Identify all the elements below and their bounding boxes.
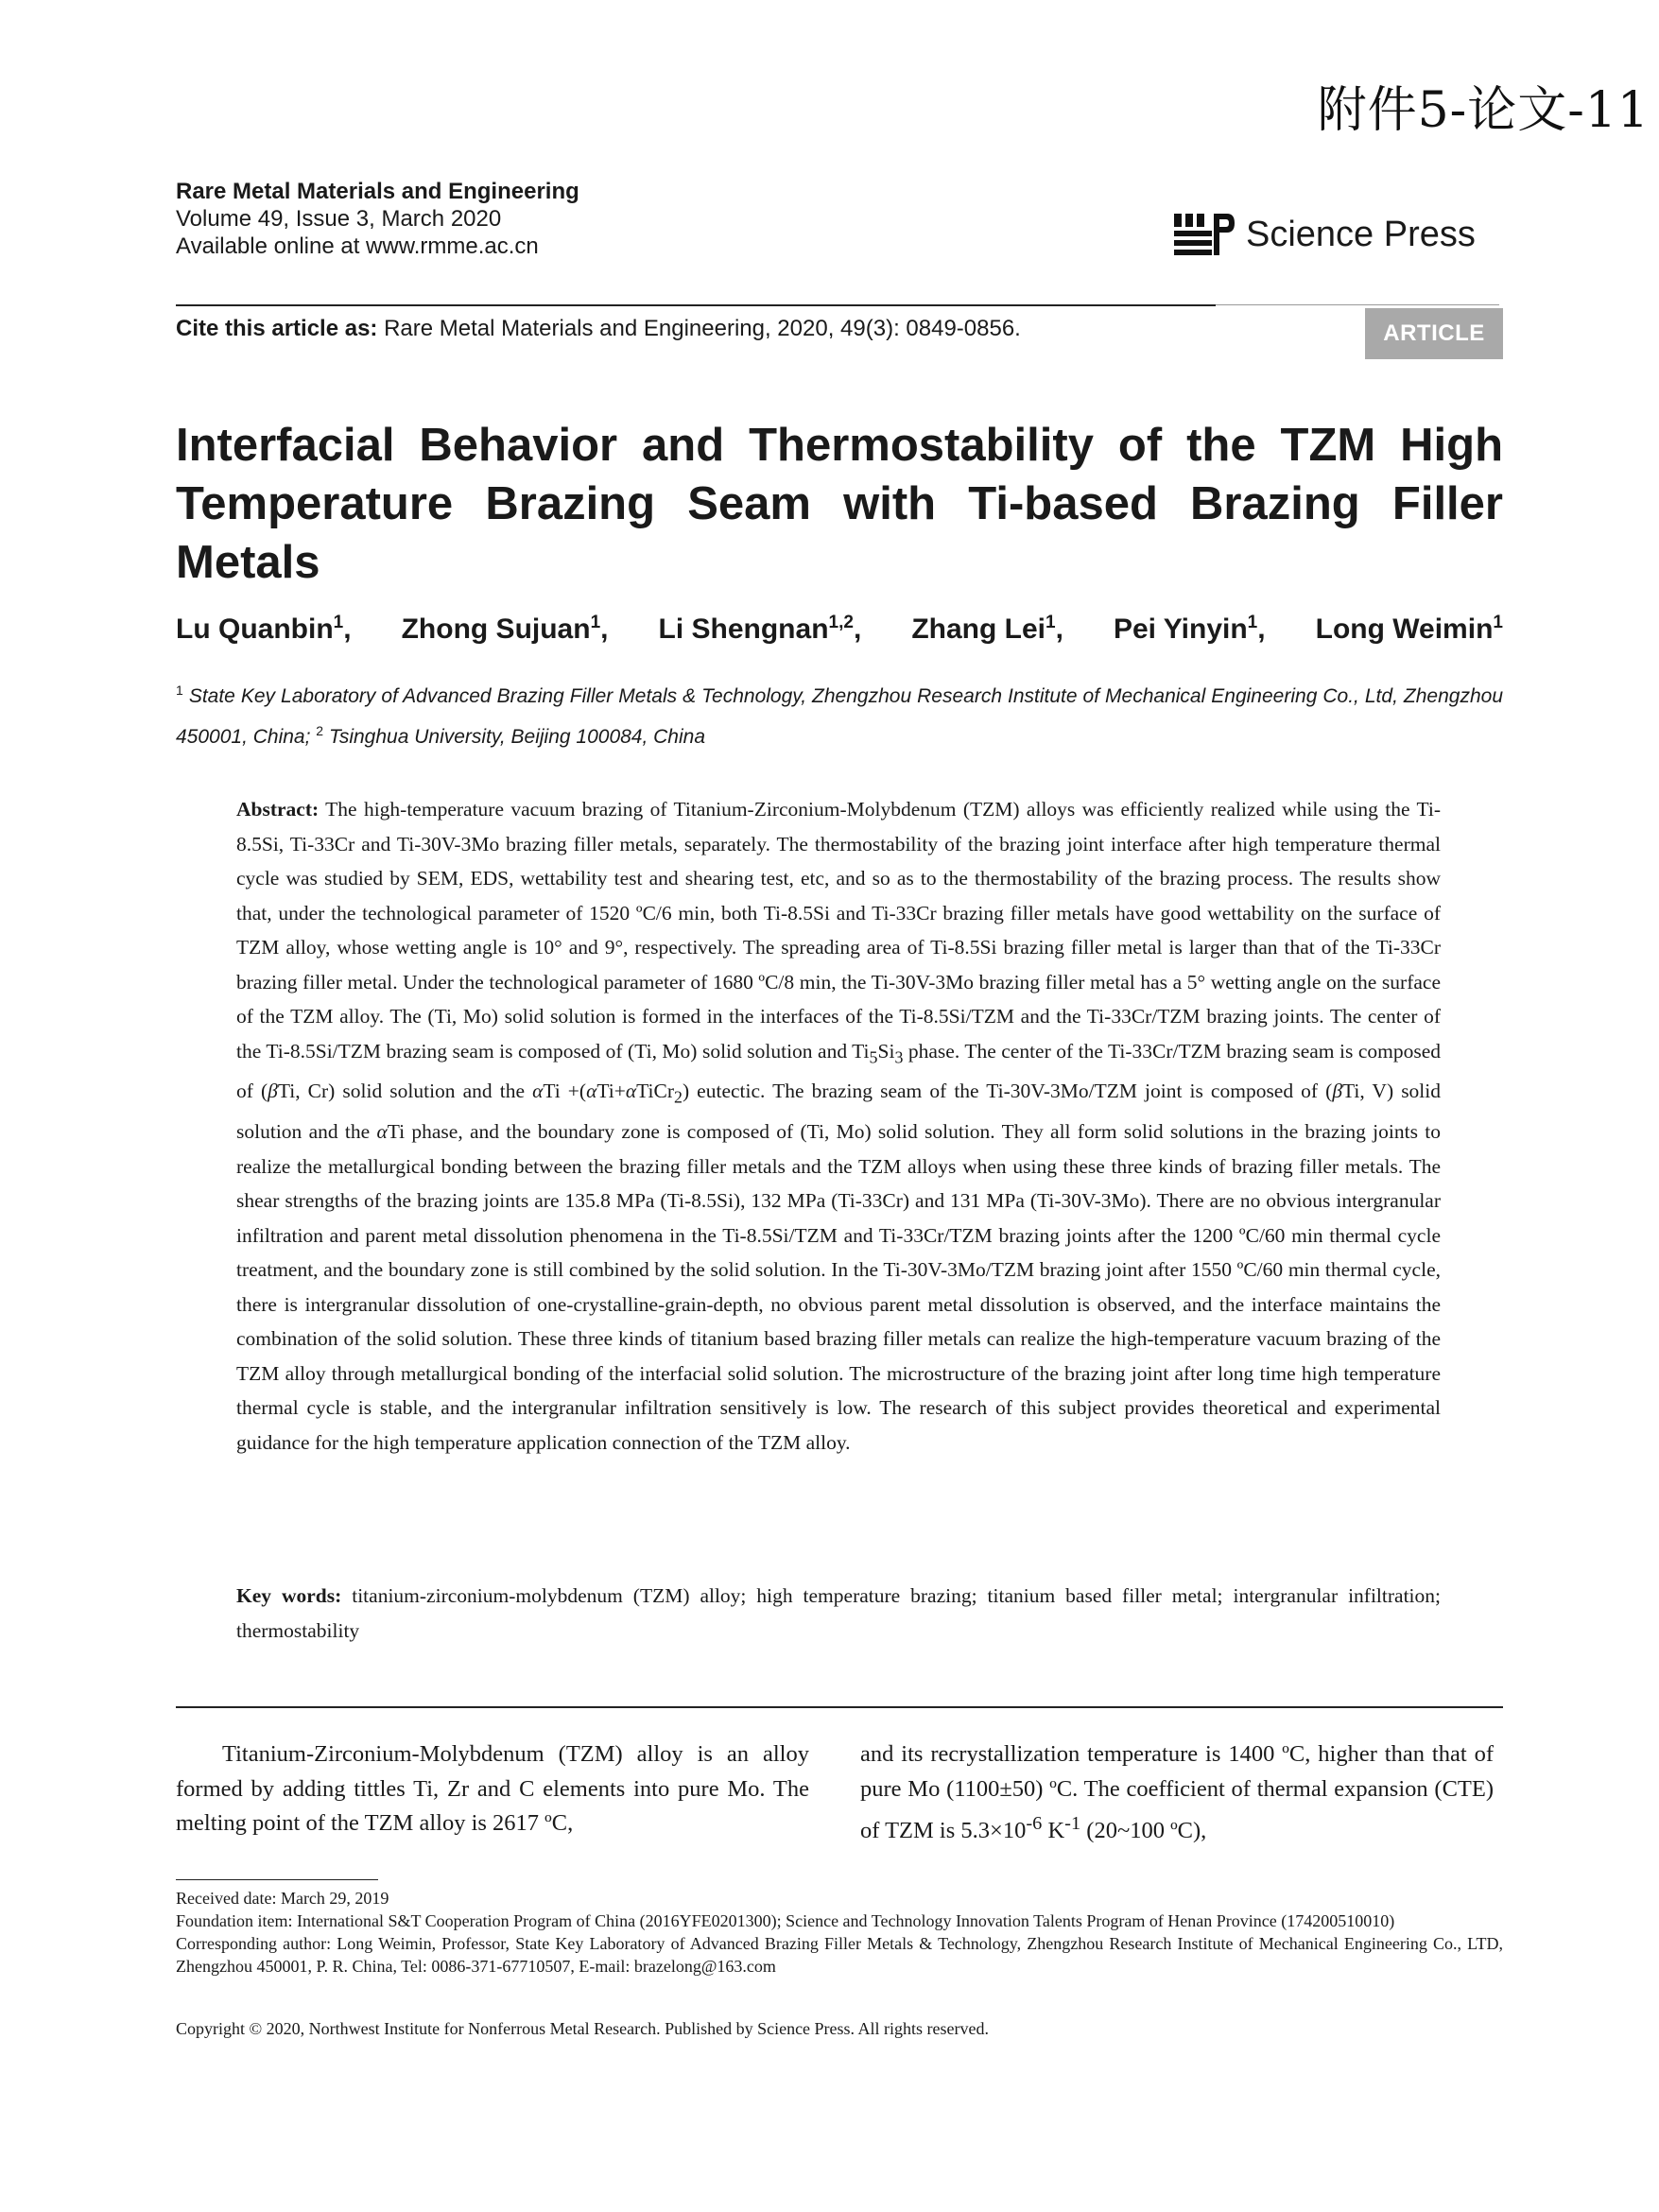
footnotes — [176, 1887, 1503, 1978]
body-column-left: Titanium-Zirconium-Molybdenum (TZM) alloy is an alloy formed by adding tittles Ti, Zr and C elements into pure Mo. The melting point of the TZM alloy is 2617 ºC, — [176, 1741, 809, 1836]
article-badge: ARTICLE — [1365, 308, 1503, 359]
received-date: Received date: March 29, 2019 — [176, 1889, 389, 1908]
author: Lu Quanbin$^1$, — [176, 613, 352, 645]
journal-name: Rare Metal Materials and Engineering — [176, 179, 579, 204]
publisher-logo — [1172, 212, 1476, 257]
author: Zhong Sujuan$^1$, — [401, 613, 609, 645]
publisher-name: Science Press — [1246, 214, 1476, 254]
volume-line: Volume 49, Issue 3, March 2020 — [176, 206, 502, 232]
footnote-rule — [176, 1879, 378, 1880]
foundation-item: Foundation item: International S&T Cooperation Program of China (2016YFE0201300); Science and Technology Innovation Talents Program of Henan Province (174200510010) — [176, 1911, 1395, 1930]
author: Zhang Lei$^1$, — [911, 613, 1063, 645]
copyright: Copyright © 2020, Northwest Institute for Nonferrous Metal Research. Published by Science Press. All rights reserved. — [176, 2019, 990, 2038]
paper-title: Interfacial Behavior and Thermostability of the TZM High Temperature Brazing Seam with Ti-based Brazing Filler Metals — [176, 420, 1503, 588]
corresponding-author: Corresponding author: Long Weimin, Professor, State Key Laboratory of Advanced Brazing Filler Metals & Technology, Zhengzhou Research Institute of Mechanical Engineering Co., LTD, Zhengzhou 450001, P. R. China, Tel: 0086-371-67710507, E-mail: brazelong@163.com — [176, 1934, 1503, 1976]
keywords-label: Key words: — [236, 1584, 342, 1607]
keywords: Key words: titanium-zirconium-molybdenum (TZM) alloy; high temperature brazing; titanium based filler metal; intergranular infiltration; thermostability — [236, 1584, 1441, 1642]
author-list — [176, 613, 1503, 646]
citation-line — [176, 316, 1021, 342]
annex-label: 附件5-论文-11 — [1317, 82, 1650, 139]
science-press-logo-icon — [1172, 212, 1236, 257]
header-rule-thin — [1216, 304, 1499, 305]
online-line: Available online at www.rmme.ac.cn — [176, 233, 539, 259]
header-rule — [176, 304, 1216, 306]
journal-info — [176, 178, 579, 260]
section-rule — [176, 1706, 1503, 1708]
body-column-right: and its recrystallization temperature is 1400 ºC, higher than that of pure Mo (1100±50) ºC. The coefficient of thermal expansion (CTE) of TZM is $5.3\times 10^{-6}$ $K^{-1}$ (20~100 ºC), — [860, 1741, 1494, 1844]
affiliations: $^1$ State Key Laboratory of Advanced Brazing Filler Metals & Technology, Zhengzhou Research Institute of Mechanical Engineering Co., Ltd, Zhengzhou 450001, China; $^2$ Tsinghua University, Beijing 100084, China — [176, 683, 1503, 748]
author: Li Shengnan$^{1,2}$, — [658, 613, 862, 645]
author: Long Weimin$^1$ — [1315, 613, 1503, 645]
abstract: Abstract: The high-temperature vacuum brazing of Titanium-Zirconium-Molybdenum (TZM) alloys was efficiently realized while using the Ti-8.5Si, Ti-33Cr and Ti-30V-3Mo brazing filler metals, separately. The thermostability of the brazing joint interface after high temperature thermal cycle was studied by SEM, EDS, wettability test and shearing test, etc, and so as to the thermostability of the brazing process. The results show that, under the technological parameter of 1520 ºC/6 min, both Ti-8.5Si and Ti-33Cr brazing filler metals have good wettability on the surface of TZM alloy, whose wetting angle is 10° and 9°, respectively. The spreading area of Ti-8.5Si brazing filler metal is larger than that of the Ti-33Cr brazing filler metal. Under the technological parameter of 1680 ºC/8 min, the Ti-30V-3Mo brazing filler metal has a 5° wetting angle on the surface of the TZM alloy. The (Ti, Mo) solid solution is formed in the interfaces of the Ti-8.5Si/TZM and the Ti-33Cr/TZM brazing joints. The center of the Ti-8.5Si/TZM brazing seam is composed of (Ti, Mo) solid solution and $Ti_5Si_3$ phase. The center of the Ti-33Cr/TZM brazing seam is composed of (βTi, Cr) solid solution and the αTi +(αTi+αTiCr$_2$) eutectic. The brazing seam of the Ti-30V-3Mo/TZM joint is composed of (βTi, V) solid solution and the αTi phase, and the boundary zone is composed of (Ti, Mo) solid solution. They all form solid solutions in the brazing joints to realize the metallurgical bonding between the brazing filler metals and the TZM alloys when using these three kinds of brazing filler metals. The shear strengths of the brazing joints are 135.8 MPa (Ti-8.5Si), 132 MPa (Ti-33Cr) and 131 MPa (Ti-30V-3Mo). There are no obvious intergranular infiltration and parent metal dissolution phenomena in the Ti-8.5Si/TZM and Ti-33Cr/TZM brazing joints after the 1200 ºC/60 min thermal cycle treatment, and the boundary zone is still combined by the solid solution. In the Ti-30V-3Mo/TZM brazing joint after 1550 ºC/60 min thermal cycle, there is intergranular dissolution of one-crystalline-grain-depth, no obvious parent metal dissolution is observed, and the interface maintains the combination of the solid solution. These three kinds of titanium based brazing filler metals can realize the high-temperature vacuum brazing of the TZM alloy through metallurgical bonding of the interfacial solid solution. The microstructure of the brazing joint after long time high temperature thermal cycle is stable, and the intergranular infiltration sensitively is low. The research of this subject provides theoretical and experimental guidance for the high temperature application connection of the TZM alloy. — [236, 798, 1442, 1454]
abstract-label: Abstract: — [236, 798, 320, 821]
citation-text: Rare Metal Materials and Engineering, 2020, 49(3): 0849-0856. — [384, 316, 1021, 341]
author: Pei Yinyin$^1$, — [1113, 613, 1266, 645]
citation-label: Cite this article as: — [176, 316, 378, 341]
